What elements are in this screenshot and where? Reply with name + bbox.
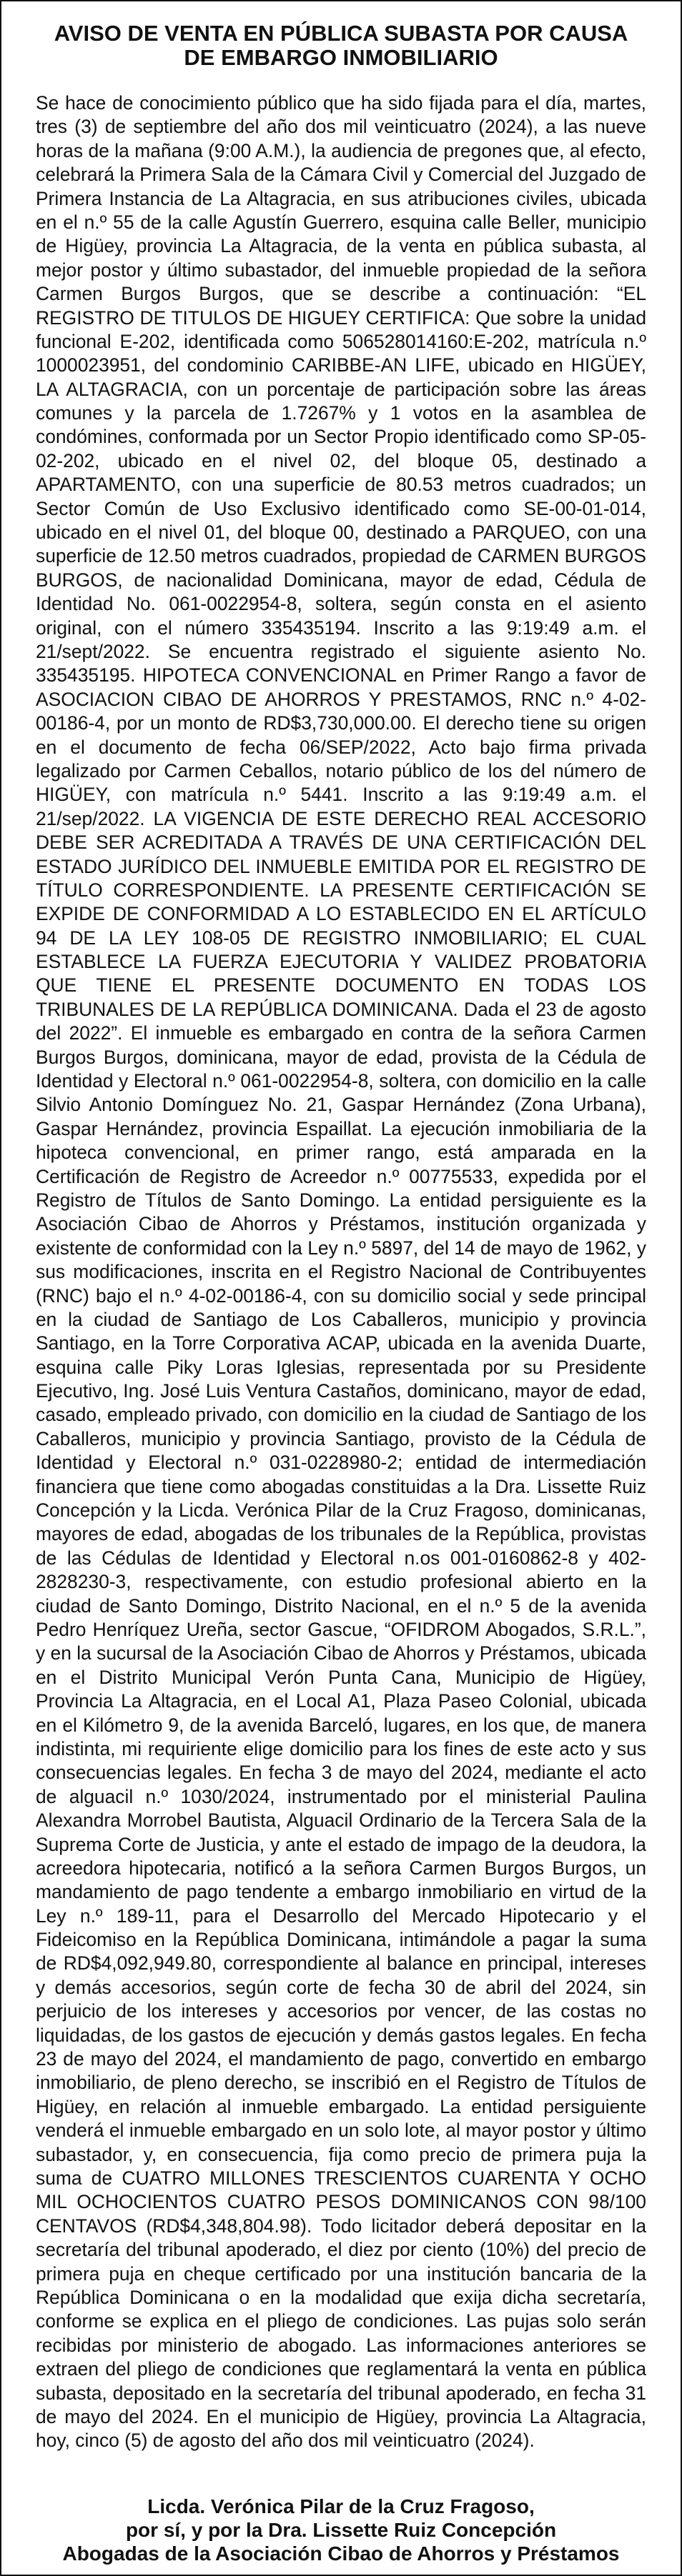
signature-line-2: por sí, y por la Dra. Lissette Ruiz Concepción — [125, 2518, 557, 2541]
notice-body: Se hace de conocimiento público que ha sido fijada para el día, martes, tres (3) de septiembre del año dos mil veinticuatro (2024), a las nueve horas de la mañana (9:00 A.M.), la audiencia de pregones que, al efecto, celebrará la Primera Sala de la Cámara Civil y Comercial del Juzgado de Primera Instancia de La Altagracia, en sus atribuciones civiles, ubicada en el n.º 55 de la calle Agustín Guerrero, esquina calle Beller, municipio de Higüey, provincia La Altagracia, de la venta en pública subasta, al mejor postor y último subastador, del inmueble propiedad de la señora Carmen Burgos Burgos, que se describe a continuación: “EL REGISTRO DE TITULOS DE HIGUEY CERTIFICA: Que sobre la unidad funcional E-202, identificada como 506528014160:E-202, matrícula n.º 1000023951, del condominio CARIBBE-AN LIFE, ubicado en HIGÜEY, LA ALTAGRACIA, con un porcentaje de participación sobre las áreas comunes y la parcela de 1.7267% y 1 votos en la asamblea de condómines, conformada por un Sector Propio identificado como SP-05-02-202, ubicado en el nivel 02, del bloque 05, destinado a APARTAMENTO, con una superficie de 80.53 metros cuadrados; un Sector Común de Uso Exclusivo identificado como SE-00-01-014, ubicado en el nivel 01, del bloque 00, destinado a PARQUEO, con una superficie de 12.50 metros cuadrados, propiedad de CARMEN BURGOS BURGOS, de nacionalidad Dominicana, mayor de edad, Cédula de Identidad No. 061-0022954-8, soltera, según consta en el asiento original, con el número 335435194. Inscrito a las 9:19:49 a.m. el 21/sept/2022. Se encuentra registrado el siguiente asiento No. 335435195. HIPOTECA CONVENCIONAL en Primer Rango a favor de ASOCIACION CIBAO DE AHORROS Y PRESTAMOS, RNC n.º 4-02-00186-4, por un monto de RD$3,730,000.00. El derecho tiene su origen en el documento de fecha 06/SEP/2022, Acto bajo firma privada legalizado por Carmen Ceballos, notario público de los del número de HIGÜEY, con matrícula n.º 5441. Inscrito a las 9:19:49 a.m. el 21/sep/2022. LA VIGENCIA DE ESTE DERECHO REAL ACCESORIO DEBE SER ACREDITADA A TRAVÉS DE UNA CERTIFICACIÓN DEL ESTADO JURÍDICO DEL INMUEBLE EMITIDA POR EL REGISTRO DE TÍTULO CORRESPONDIENTE. LA PRESENTE CERTIFICACIÓN SE EXPIDE DE CONFORMIDAD A LO ESTABLECIDO EN EL ARTÍCULO 94 DE LA LEY 108-05 DE REGISTRO INMOBILIARIO; EL CUAL ESTABLECE LA FUERZA EJECUTORIA Y VALIDEZ PROBATORIA QUE TIENE EL PRESENTE DOCUMENTO EN TODAS LOS TRIBUNALES DE LA REPÚBLICA DOMINICANA. Dada el 23 de agosto del 2022”. El inmueble es embargado en contra de la señora Carmen Burgos Burgos, dominicana, mayor de edad, provista de la Cédula de Identidad y Electoral n.º 061-0022954-8, soltera, con domicilio en la calle Silvio Antonio Domínguez No. 21, Gaspar Hernández (Zona Urbana), Gaspar Hernández, provincia Espaillat. La ejecución inmobiliaria de la hipoteca convencional, en primer rango, está amparada en la Certificación de Registro de Acreedor n.º 00775533, expedida por el Registro de Títulos de Santo Domingo. La entidad persiguiente es la Asociación Cibao de Ahorros y Préstamos, institución organizada y existente de conformidad con la Ley n.º 5897, del 14 de mayo de 1962, y sus modificaciones, inscrita en el Registro Nacional de Contribuyentes (RNC) bajo el n.º 4-02-00186-4, con su domicilio social y sede principal en la ciudad de Santiago de Los Caballeros, municipio y provincia Santiago, en la Torre Corporativa ACAP, ubicada en la avenida Duarte, esquina calle Piky Loras Iglesias, representada por su Presidente Ejecutivo, Ing. José Luis Ventura Castaños, dominicano, mayor de edad, casado, empleado privado, con domicilio en la ciudad de Santiago de los Caballeros, municipio y provincia Santiago, provisto de la Cédula de Identidad y Electoral n.º 031-0228980-2; entidad de intermediación financiera que tiene como abogadas constituidas a la Dra. Lissette Ruiz Concepción y la Licda. Verónica Pilar de la Cruz Fragoso, dominicanas, mayores de edad, abogadas de los tribunales de la República, provistas de las Cédulas de Identidad y Electoral n.os 001-0160862-8 y 402-2828230-3, respectivamente, con estudio profesional abierto en la ciudad de Santo Domingo, Distrito Nacional, en el n.º 5 de la avenida Pedro Henríquez Ureña, sector Gascue, “OFIDROM Abogados, S.R.L.”, y en la sucursal de la Asociación Cibao de Ahorros y Préstamos, ubicada en el Distrito Municipal Verón Punta Cana, Municipio de Higüey, Provincia La Altagracia, en el Local A1, Plaza Paseo Colonial, ubicada en el Kilómetro 9, de la avenida Barceló, lugares, en los que, de manera indistinta, mi requiriente elige domicilio para los fines de este acto y sus consecuencias legales. En fecha 3 de mayo del 2024, mediante el acto de alguacil n.º 1030/2024, instrumentado por el ministerial Paulina Alexandra Morrobel Bautista, Alguacil Ordinario de la Tercera Sala de la Suprema Corte de Justicia, y ante el estado de impago de la deudora, la acreedora hipotecaria, notificó a la señora Carmen Burgos Burgos, un mandamiento de pago tendente a embargo inmobiliario en virtud de la Ley n.º 189-11, para el Desarrollo del Mercado Hipotecario y el Fideicomiso en la República Dominicana, intimándole a pagar la suma de RD$4,092,949.80, correspondiente al balance en principal, intereses y demás accesorios, según corte de fecha 30 de abril del 2024, sin perjuicio de los intereses y accesorios por vencer, de las costas no liquidadas, de los gastos de ejecución y demás gastos legales. En fecha 23 de mayo del 2024, el mandamiento de pago, convertido en embargo inmobiliario, de pleno derecho, se inscribió en el Registro de Títulos de Higüey, en relación al inmueble embargado. La entidad persiguiente venderá el inmueble embargado en un solo lote, al mayor postor y último subastador, y, en consecuencia, fija como precio de primera puja la suma de CUATRO MILLONES TRESCIENTOS CUARENTA Y OCHO MIL OCHOCIENTOS CUATRO PESOS DOMINICANOS CON 98/100 CENTAVOS (RD$4,348,804.98). Todo licitador deberá depositar en la secretaría del tribunal apoderado, el diez por ciento (10%) del precio de primera puja en cheque certificado por una institución bancaria de la República Dominicana o en la modalidad que exija dicha secretaría, conforme se explica en el pliego de condiciones. Las pujas solo serán recibidas por ministerio de abogado. Las informaciones anteriores se extraen del pliego de condiciones que reglamentará la venta en pública subasta, depositado en la secretaría del tribunal apoderado, en fecha 31 de mayo del 2024. En el municipio de Higüey, provincia La Altagracia, hoy, cinco (5) de agosto del año dos mil veinticuatro (2024). — [36, 92, 646, 2452]
signature-line-1: Licda. Verónica Pilar de la Cruz Fragoso, — [147, 2495, 535, 2517]
signature-line-3: Abogadas de la Asociación Cibao de Ahorros y Préstamos — [62, 2542, 620, 2565]
notice-title — [36, 21, 646, 70]
notice-title-line-2: DE EMBARGO INMOBILIARIO — [184, 45, 498, 70]
signature-block — [36, 2495, 646, 2565]
notice-title-line-1: AVISO DE VENTA EN PÚBLICA SUBASTA POR CAUSA — [54, 21, 628, 46]
